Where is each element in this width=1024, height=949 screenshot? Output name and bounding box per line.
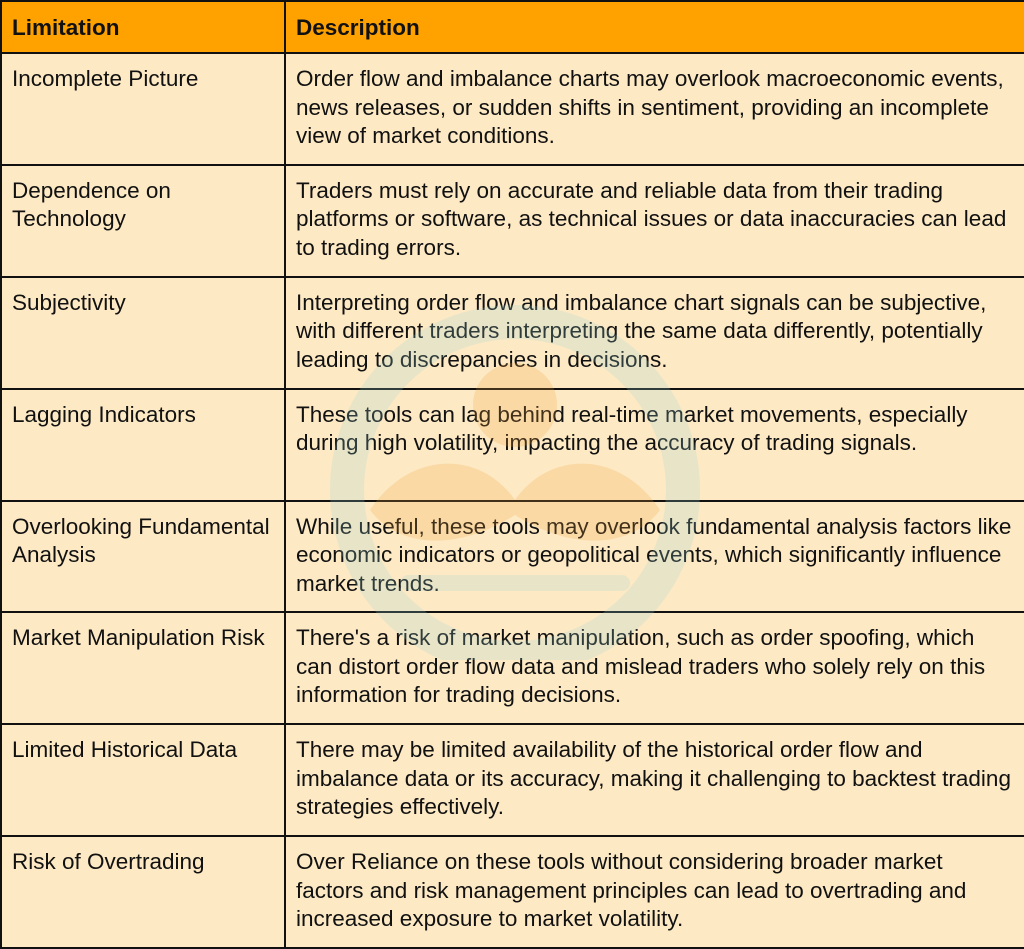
table-row [1,53,1024,165]
limitation-cell: Overlooking Fundamental Analysis [1,501,285,613]
table-header-row [1,1,1024,53]
description-cell: Traders must rely on accurate and reliable data from their trading platforms or software, as technical issues or data inaccuracies can lead to trading errors. [285,165,1024,277]
header-description: Description [285,1,1024,53]
description-cell: There's a risk of market manipulation, such as order spoofing, which can distort order flow data and mislead traders who solely rely on this information for trading decisions. [285,612,1024,724]
table-row [1,165,1024,277]
limitation-cell: Lagging Indicators [1,389,285,501]
limitation-cell: Incomplete Picture [1,53,285,165]
limitation-cell: Subjectivity [1,277,285,389]
limitation-cell: Risk of Overtrading [1,836,285,948]
table-row [1,724,1024,836]
description-cell: Interpreting order flow and imbalance chart signals can be subjective, with different traders interpreting the same data differently, potentially leading to discrepancies in decisions. [285,277,1024,389]
limitation-cell: Market Manipulation Risk [1,612,285,724]
limitation-cell: Limited Historical Data [1,724,285,836]
header-limitation: Limitation [1,1,285,53]
description-cell: Order flow and imbalance charts may overlook macroeconomic events, news releases, or sudden shifts in sentiment, providing an incomplete view of market conditions. [285,53,1024,165]
table-row [1,277,1024,389]
table-row [1,836,1024,948]
table-row [1,389,1024,501]
limitation-cell: Dependence on Technology [1,165,285,277]
table-row [1,612,1024,724]
description-cell: There may be limited availability of the historical order flow and imbalance data or its accuracy, making it challenging to backtest trading strategies effectively. [285,724,1024,836]
description-cell: Over Reliance on these tools without considering broader market factors and risk management principles can lead to overtrading and increased exposure to market volatility. [285,836,1024,948]
description-cell: These tools can lag behind real-time market movements, especially during high volatility, impacting the accuracy of trading signals. [285,389,1024,501]
table-row [1,501,1024,613]
description-cell: While useful, these tools may overlook fundamental analysis factors like economic indicators or geopolitical events, which significantly influence market trends. [285,501,1024,613]
